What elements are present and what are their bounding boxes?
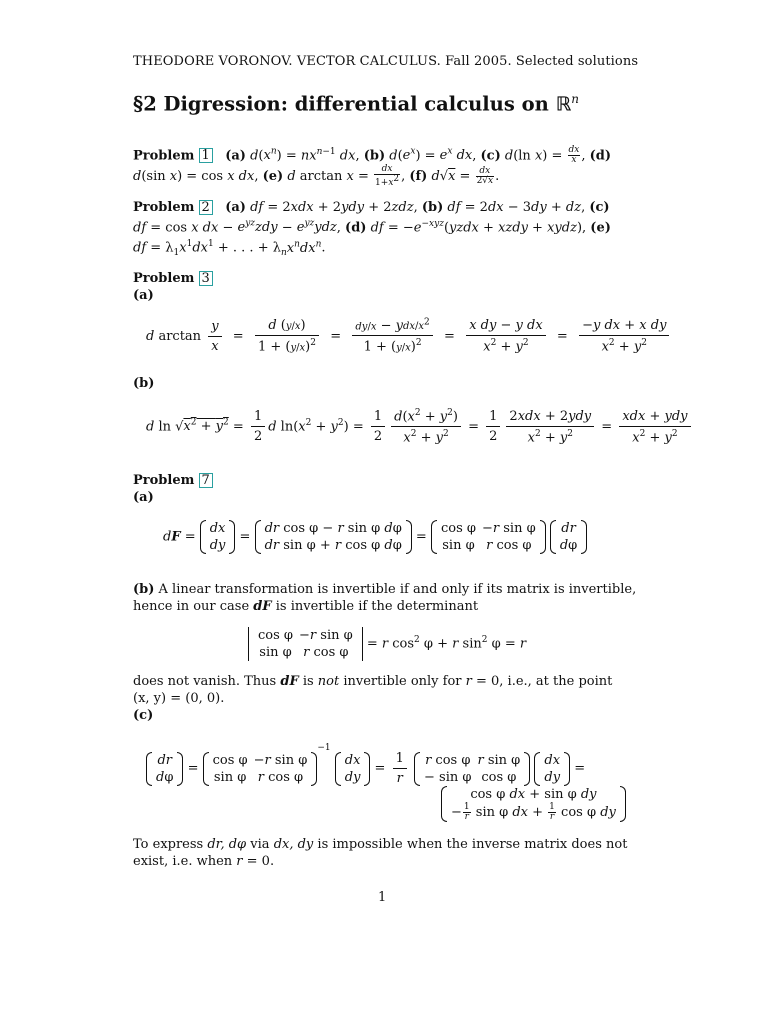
equation-7c-result: cos φ dx + sin φ dy − $\frac{1}{r}$ sin φ dx + $\frac{1}{r}$ cos φ dy (441, 786, 626, 822)
equation-7c: dr dφ = cos φ −r sin φ sin φ r cos φ $^{-1}$ dx dy = $\frac{1}{r}$ r cos φ r sin φ − sin φ cos φ dx dy = (146, 743, 585, 786)
reals-exponent: n (571, 92, 579, 106)
p7c-text-2b: r (236, 854, 243, 869)
p7b-text-1e: = 0, i.e., at the point (471, 674, 613, 689)
p7c-text-1a: To express (133, 837, 208, 852)
problem-2: Problem 2 (a) df = 2xdx + 2ydy + 2zdz, (b) df = 2dx − 3dy + dz, (c) df = cos x dx − $e^{yz}zdy - e^{yz}ydz$, (d) df = $-e^{-xyz}(yzdx$ + xzdy + xydz), (e) df = $\lambda_1x^1dx^1$ + . . . + $\lambda_nx^ndx^n$. (133, 200, 611, 259)
problem-7-link[interactable]: 7 (199, 473, 213, 488)
problem-1-label: Problem (133, 148, 195, 164)
running-head: THEODORE VORONOV. VECTOR CALCULUS. Fall 2005. Selected solutions (133, 54, 639, 69)
problem-3-part-a: (a) (133, 288, 154, 303)
problem-3 (133, 270, 638, 304)
reals-symbol: ℝ (555, 92, 572, 116)
p7b-text-1b: is (298, 674, 318, 689)
p7b-text-2: (x, y) = (0, 0). (133, 691, 225, 706)
p7b-text-1c: invertible only for (339, 674, 466, 689)
problem-3-b (133, 375, 638, 392)
problem-7-label: Problem (133, 473, 195, 488)
p7b-line1: A linear transformation is invertible if and only if its matrix is invertible, (154, 582, 637, 597)
equation-7b-det: cos φ −r sin φ sin φ r cos φ = r $\cos^2 \varphi + r$ $\sin^2 \varphi = r$ (248, 627, 526, 661)
problem-7-b: (b) A linear transformation is invertible if and only if its matrix is invertible, hence in our case dF is invertible if the determinant (133, 582, 637, 614)
p7c-text-1e: is impossible when the inverse matrix does not (313, 837, 628, 852)
p7c-text-1d: dx, dy (273, 837, 314, 852)
problem-3-label: Problem (133, 271, 195, 286)
problem-7-c-conclusion (133, 836, 638, 870)
problem-7-part-b: (b) (133, 582, 155, 597)
problem-3-link[interactable]: 3 (199, 271, 213, 286)
equation-3a: d arctan $\frac{y}{x}$ = $\frac{d (y/x)}{1 + (y/x)^2}$ = $\frac{dy/x - ydx/x^2}{1 + (y/x)^2}$ = $\frac{\text{x dy − y dx}}{x^2 + y^2}$ = $\frac{\text{−y dx + x dy}}{x^2 + y^2}$ (146, 318, 672, 355)
p7c-text-1c: via (246, 837, 274, 852)
p7b-line2-pre: hence in our case (133, 599, 254, 614)
problem-7 (133, 472, 638, 506)
problem-1: Problem 1 (a) $d(x^n) = nx^{n-1}$ dx, (b) $d(e^x) = e^x$ dx, (c) d(ln x) = $\frac{dx}{x}$ , (d) d(sin x) = cos x dx, (e) d arctan x = $\frac{dx}{1+x^2}$ , (f) d√x = $\frac{dx}{2√x}$ . (133, 145, 612, 189)
page-number: 1 (378, 890, 387, 905)
problem-7-part-a: (a) (133, 490, 154, 505)
equation-3b: d $\ln √x^2 + y^2$ = $\frac{1}{2}$ d $\ln(x^2 + y^2)$ = $\frac{1}{2}$ $\frac{d(x^2 + y^2)}{x^2 + y^2}$ = $\frac{1}{2}$ $\frac{\text{2xdx + 2ydy}}{x^2 + y^2}$ = $\frac{\text{xdx + ydy}}{x^2 + y^2}$ (146, 408, 694, 446)
section-title-text: §2 Digression: differential calculus on (133, 92, 556, 116)
problem-7-part-c: (c) (133, 708, 154, 723)
problem-7-b-conclusion: does not vanish. Thus dF is not invertible only for r = 0, i.e., at the point (x, y) = (0, 0). (c) (133, 674, 613, 723)
p7c-text-2c: = 0. (242, 854, 275, 869)
p7c-text-1b: dr, dφ (207, 837, 247, 852)
section-title (133, 92, 579, 116)
problem-2-link[interactable]: 2 (199, 200, 213, 215)
problem-1-link[interactable]: 1 (199, 148, 213, 163)
p7b-text-1d: r (465, 674, 472, 689)
p7b-line2-post: is invertible if the determinant (271, 599, 479, 614)
problem-2-label: Problem (133, 200, 195, 215)
p7b-text-not: not (317, 674, 340, 689)
p7b-text-1a: does not vanish. Thus (133, 674, 281, 689)
equation-7a: dF = dx dy = dr cos φ − r sin φ dφ dr sin φ + r cos φ dφ = cos φ −r sin φ sin φ r cos φ dr dφ (163, 520, 587, 554)
p7c-text-2a: exist, i.e. when (133, 854, 237, 869)
problem-3-part-b: (b) (133, 376, 155, 391)
